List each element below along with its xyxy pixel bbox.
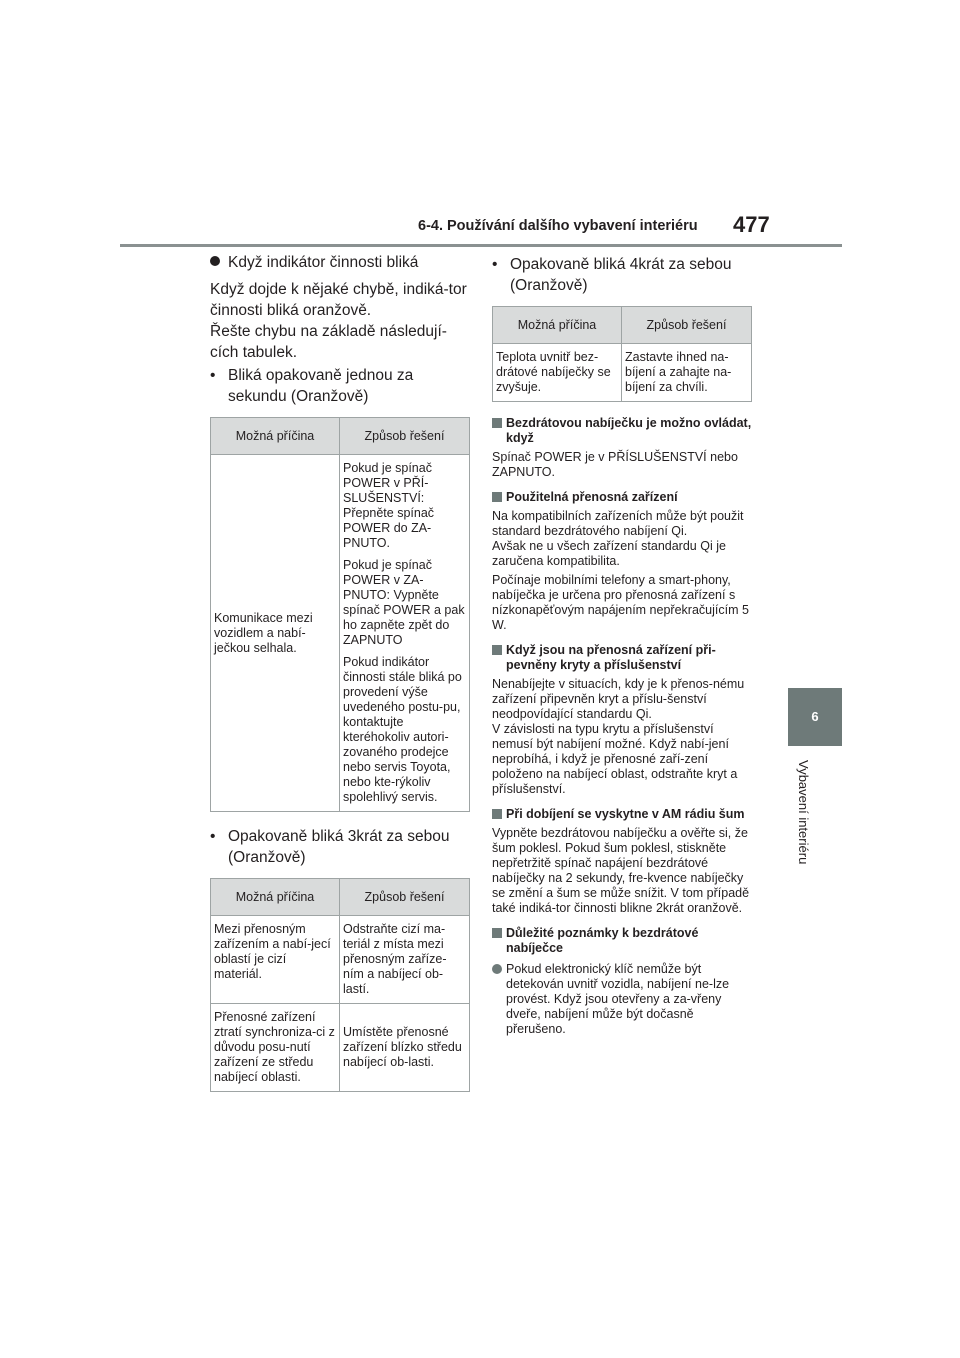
section-title: 6-4. Používání dalšího vybavení interiéru (418, 218, 698, 234)
section-heading-am-noise (492, 807, 754, 822)
bullet-three-times-text: Opakovaně bliká 3krát za sebou (Oranžově) (228, 828, 450, 866)
table-row (211, 916, 470, 1004)
section-heading-operable (492, 416, 754, 446)
table-header-solution: Způsob řešení (622, 307, 752, 344)
table-three-times (210, 878, 470, 1092)
table-header-cause: Možná příčina (493, 307, 622, 344)
table-cell-cause: Přenosné zařízení ztratí synchroniza-ci z důvodu posu-nutí zařízení ze středu nabíjecí oblasti. (211, 1004, 340, 1092)
indicator-heading-text: Když indikátor činnosti bliká (228, 254, 419, 271)
section-heading-devices (492, 490, 754, 505)
section-heading-important-notes (492, 926, 754, 956)
right-column (492, 252, 754, 1037)
bullet-four-times: • Opakovaně bliká 4krát za sebou (Oranžově) (492, 256, 732, 294)
indicator-heading (210, 252, 472, 273)
section-square-icon (492, 492, 502, 502)
section-square-icon (492, 928, 502, 938)
chapter-tab-label (788, 760, 842, 940)
left-column (210, 252, 472, 1092)
solution-step: Pokud indikátor činnosti stále bliká po provedení výše uvedeného postu-pu, kontaktujte kteréhokoliv autori-zovaného prodejce nebo servis Toyota, nebo kte-rýkoliv spolehlivý servis. (343, 655, 462, 804)
bullet-once-per-second: • Bliká opakovaně jednou za sekundu (Oranžově) (210, 367, 414, 405)
chapter-tab[interactable]: 6 (788, 688, 842, 746)
section-heading-text: Když jsou na přenosná zařízení při-pevněny kryty a příslušenství (506, 643, 716, 672)
bullet-four-times-text: Opakovaně bliká 4krát za sebou (Oranžově) (510, 256, 732, 294)
table-cell-solution (340, 455, 470, 812)
table-cell-cause: Teplota uvnitř bez-drátové nabíječky se zvyšuje. (493, 344, 622, 402)
table-cell-solution: Zastavte ihned na-bíjení a zahajte na-bíjení za chvíli. (622, 344, 752, 402)
header-divider (120, 244, 842, 247)
solution-step: Pokud je spínač POWER v ZA-PNUTO: Vypněte spínač POWER a pak ho zapněte zpět do ZAPNUTO (343, 558, 465, 647)
table-header-cause: Možná příčina (211, 418, 340, 455)
section-heading-covers (492, 643, 754, 673)
table-cell-solution: Odstraňte cizí ma-teriál z místa mezi přenosným zaříze-ním a nabíjecí ob-lastí. (340, 916, 470, 1004)
bullet-once-per-second-text: Bliká opakovaně jednou za sekundu (Oranžově) (228, 367, 414, 405)
section-square-icon (492, 809, 502, 819)
paragraph: Na kompatibilních zařízeních může být použit standard bezdrátového nabíjení Qi. (492, 509, 744, 538)
paragraph: Avšak ne u všech zařízení standardu Qi je zaručena kompatibilita. (492, 539, 726, 568)
section-heading-text: Použitelná přenosná zařízení (506, 490, 678, 504)
table-row (493, 344, 752, 402)
table-header-solution: Způsob řešení (340, 418, 470, 455)
note-item (492, 962, 754, 1037)
intro-paragraph-2: Řešte chybu na základě následují-cích tabulek. (210, 323, 447, 361)
table-cell-cause: Mezi přenosným zařízením a nabí-jecí oblastí je cizí materiál. (211, 916, 340, 1004)
bullet-dot-icon (210, 256, 220, 266)
paragraph: Počínaje mobilními telefony a smart-phony, nabíječka je určena pro přenosná zařízení s nízkonapěťovým napájením nepřekračujícím 5 W. (492, 573, 749, 632)
section-square-icon (492, 418, 502, 428)
table-header-solution: Způsob řešení (340, 879, 470, 916)
table-four-times (492, 306, 752, 402)
table-cell-cause: Komunikace mezi vozidlem a nabí-ječkou selhala. (211, 455, 340, 812)
section-square-icon (492, 645, 502, 655)
circle-bullet-icon (492, 964, 502, 974)
bullet-three-times: • Opakovaně bliká 3krát za sebou (Oranžově) (210, 828, 450, 866)
table-header-cause: Možná příčina (211, 879, 340, 916)
paragraph: Vypněte bezdrátovou nabíječku a ověřte si, že šum poklesl. Pokud šum poklesl, stiskněte nepřetržitě spínač napájení bezdrátové nabíječky na 2 sekundy, fre-kvence nabíječky se změní a šum se může snížit. V tom případě také indiká-tor činnosti blikne 2krát oranžově. (492, 826, 750, 915)
page-number: 477 (733, 212, 770, 237)
section-heading-text: Při dobíjení se vyskytne v AM rádiu šum (506, 807, 745, 821)
paragraph: Nenabíjejte v situacích, kdy je k přenos-nému zařízení připevněn kryt a příslu-šenství neodpovídající standardu Qi. (492, 677, 745, 721)
chapter-label-text: Vybavení interiéru (796, 760, 811, 865)
solution-step: Pokud je spínač POWER v PŘÍ-SLUŠENSTVÍ: Přepněte spínač POWER do ZA-PNUTO. (343, 461, 435, 550)
paragraph: V závislosti na typu krytu a příslušenství nemusí být nabíjení možné. Když nabí-jení neprobíhá, i když je přenosné zaří-zení položeno na nabíjecí oblast, odstraňte kryt a příslušenství. (492, 722, 738, 796)
table-once-per-second (210, 417, 470, 812)
paragraph: Spínač POWER je v PŘÍSLUŠENSTVÍ nebo ZAPNUTO. (492, 450, 738, 479)
table-cell-solution: Umístěte přenosné zařízení blízko středu nabíjecí ob-lasti. (340, 1004, 470, 1092)
intro-paragraph-1: Když dojde k nějaké chybě, indiká-tor činnosti bliká oranžově. (210, 281, 467, 319)
note-item-text: Pokud elektronický klíč nemůže být detekován uvnitř vozidla, nabíjení ne-lze provést. Když jsou otevřeny a za-vřeny dveře, nabíjení může být dočasně přerušeno. (506, 962, 730, 1036)
section-heading-text: Bezdrátovou nabíječku je možno ovládat, když (506, 416, 752, 445)
table-row (211, 1004, 470, 1092)
section-heading-text: Důležité poznámky k bezdrátové nabíječce (506, 926, 699, 955)
